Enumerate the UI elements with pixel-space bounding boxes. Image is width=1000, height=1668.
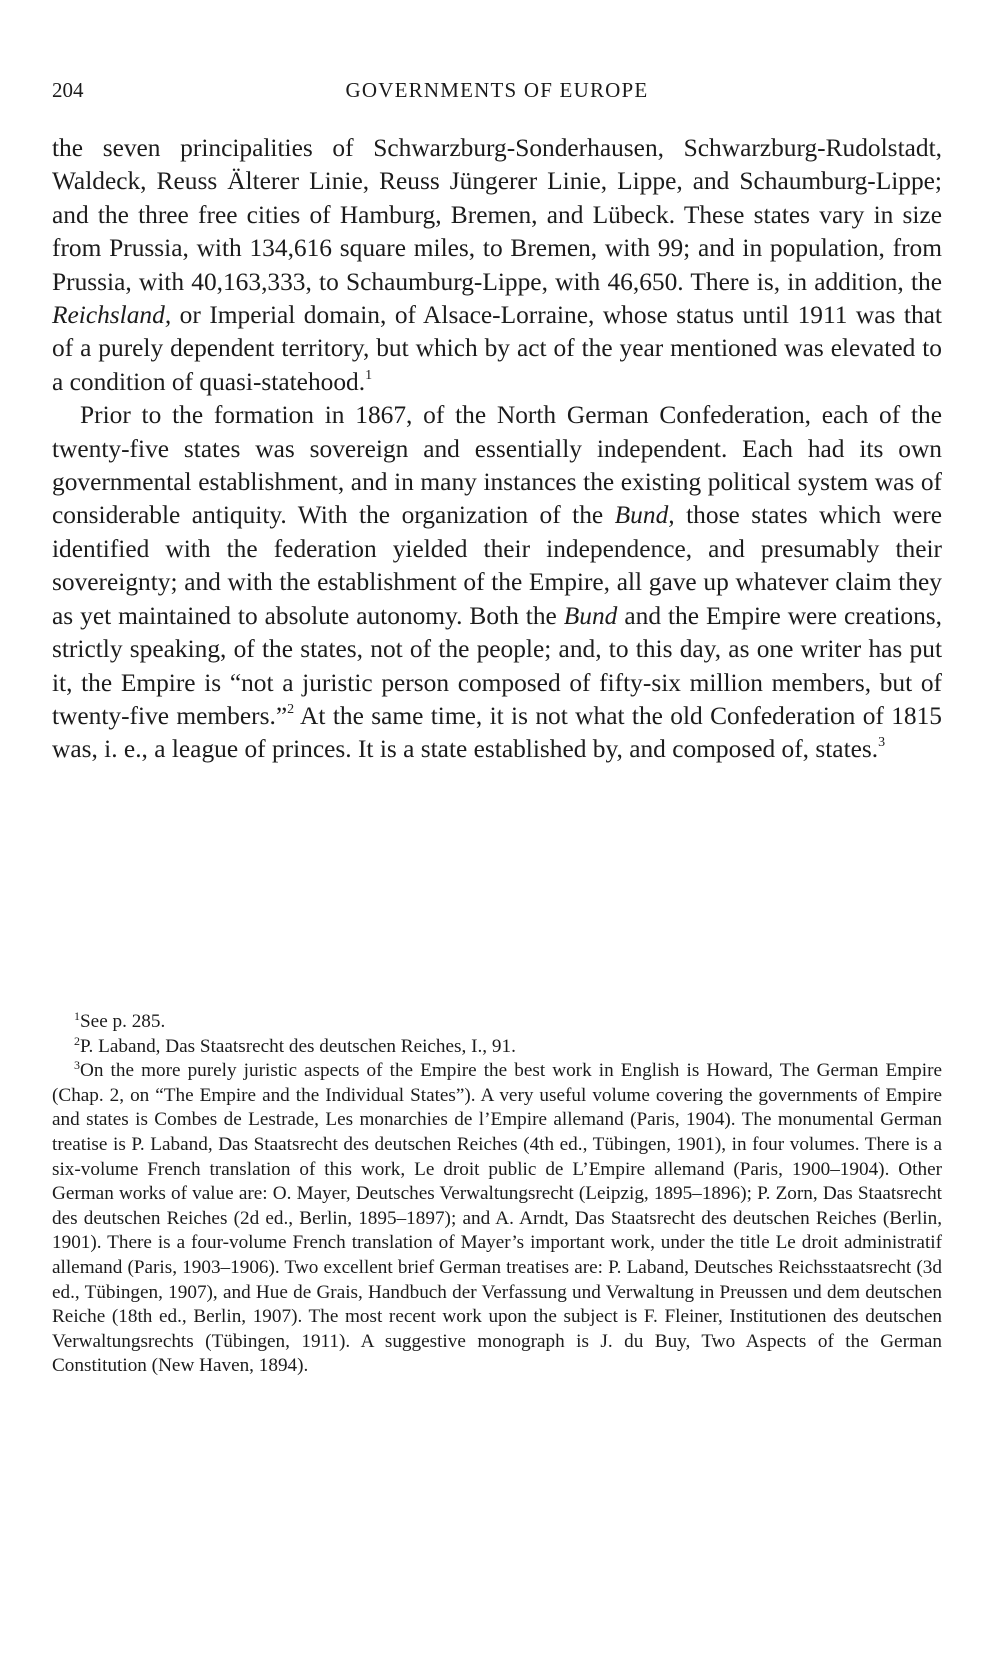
footnote-text: On the more purely juristic aspects of the Empire the best work in English is Howard, The German Empire (Chap. 2, on “The Empire and the Individual States”). A very useful volume covering the governments of Empire and states is Combes de Lestrade, Les monarchies de l’Empire allemand (Paris, 1904). The monumental German treatise is P. Laband, Das Staatsrecht des deutschen Reiches (4th ed., Tübingen, 1901), in four volumes. There is a six-volume French translation of this work, Le droit public de L’Empire allemand (Paris, 1900–1904). Other German works of value are: O. Mayer, Deutsches Verwaltungsrecht (Leipzig, 1895–1896); P. Zorn, Das Staatsrecht des deutschen Reiches (2d ed., Berlin, 1895–1897); and A. Arndt, Das Staatsrecht des deutschen Reiches (Berlin, 1901). There is a four-volume French translation of Mayer’s important work, under the title Le droit administratif allemand (Paris, 1903–1906). Two excellent brief German treatises are: P. Laband, Deutsches Reichsstaatsrecht (3d ed., Tübingen, 1907), and Hue de Grais, Handbuch der Verfassung und Verwaltung in Preussen und dem deutschen Reiche (18th ed., Berlin, 1907). The most recent work upon the subject is F. Fleiner, Institutionen des deutschen Verwaltungsrechts (Tübingen, 1911). A suggestive monograph is J. du Buy, Two Aspects of the German Constitution (New Haven, 1894). [52, 1060, 942, 1377]
running-title: GOVERNMENTS OF EUROPE [345, 78, 649, 102]
paragraph-2-italic-bund: Bund, [614, 501, 675, 530]
footnotes [52, 1010, 942, 1379]
paragraph-2-italic-bund-2: Bund [563, 601, 618, 630]
footnote-mark: 3 [74, 1058, 80, 1073]
paragraph-2 [52, 399, 942, 766]
footnote-text: P. Laband, Das Staatsrecht des deutschen Reiches, I., 91. [80, 1035, 516, 1057]
footnote-1 [52, 1010, 942, 1035]
paragraph-2-text-c: and the Empire were creations, strictly speaking, of the states, not of the people; and, to this day, as one writer has put it, the Empire is “not a juristic person composed of fifty-six million members, but of twenty-five members.” [52, 601, 942, 730]
footnote-ref-3: 3 [878, 735, 886, 751]
footnote-3 [52, 1059, 942, 1379]
footnote-mark: 2 [74, 1033, 80, 1048]
paragraph-2-text-d: At the same time, it is not what the old Confederation of 1815 was, i. e., a league of princes. It is a state established by, and composed of, states. [52, 701, 942, 764]
paragraph-1-italic-reichsland: Reichsland, [52, 301, 172, 330]
footnote-text: See p. 285. [80, 1011, 166, 1032]
footnote-2 [52, 1035, 942, 1060]
paragraph-1-text-b: or Imperial domain, of Alsace-Lorraine, whose status until 1911 was that of a purely dependent territory, but which by act of the year mentioned was elevated to a condition of quasi-statehood. [52, 301, 942, 396]
paragraph-1-text-a: the seven principalities of Schwarzburg-Sonderhausen, Schwarzburg-Rudolstadt, Waldeck, Reuss Älterer Linie, Reuss Jüngerer Linie, Lippe, and Schaumburg-Lippe; and the three free cities of Hamburg, Bremen, and Lübeck. These states vary in size from Prussia, with 134,616 square miles, to Bremen, with 99; and in population, from Prussia, with 40,163,333, to Schaumburg-Lippe, with 46,650. There is, in addition, the [52, 134, 942, 296]
footnote-ref-2: 2 [287, 701, 295, 717]
running-head [52, 78, 942, 108]
body-text [52, 132, 942, 767]
paragraph-2-text-b: those states which were identified with the federation yielded their independence, and presumably their sovereignty; and with the establishment of the Empire, all gave up whatever claim they as yet maintained to absolute autonomy. Both the [52, 501, 942, 630]
page-number: 204 [52, 78, 84, 102]
paragraph-2-text-a: Prior to the formation in 1867, of the North German Confederation, each of the twenty-five states was sovereign and essentially independent. Each had its own governmental establishment, and in many instances the existing political system was of considerable antiquity. With the organization of the [52, 401, 942, 530]
paragraph-1 [52, 132, 942, 399]
footnote-mark: 1 [74, 1009, 80, 1023]
footnote-ref-1: 1 [365, 367, 373, 383]
